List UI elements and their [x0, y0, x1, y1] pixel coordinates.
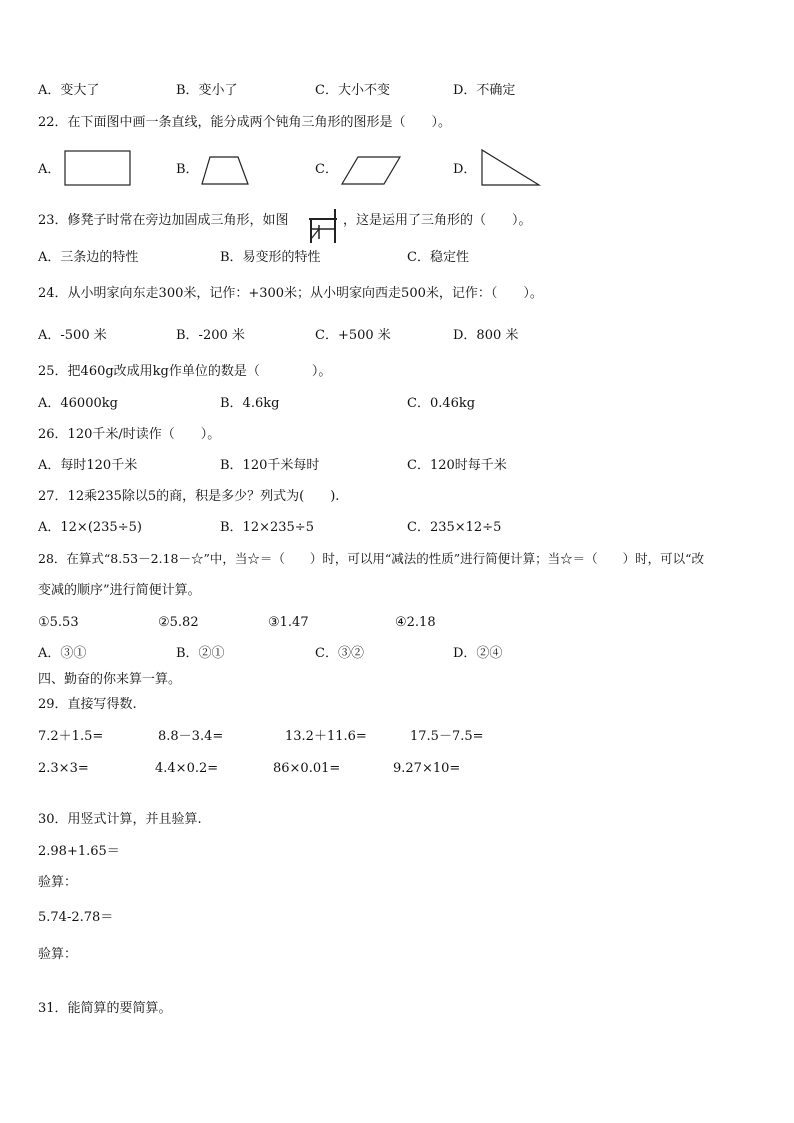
q29-item-4: 17.5－7.5= — [410, 729, 484, 744]
q28-option-b: B．②① — [176, 646, 225, 661]
q29-item-3: 13.2＋11.6= — [285, 729, 367, 744]
q21-option-a: A．变大了 — [38, 83, 100, 98]
q28-option-a: A．③① — [38, 646, 87, 661]
q25-option-a: A．46000kg — [38, 396, 118, 411]
q29-item-8: 9.27×10= — [393, 761, 461, 776]
q29-item-5: 2.3×3= — [38, 761, 89, 776]
q23-option-a: A．三条边的特性 — [38, 250, 139, 265]
q27-option-b: B．12×235÷5 — [220, 520, 314, 535]
q22-label-d: D． — [453, 162, 477, 177]
q30-expr-2: 5.74-2.78＝ — [38, 910, 114, 925]
q26-option-b: B．120千米每时 — [220, 458, 320, 473]
q30-check-1: 验算： — [38, 875, 78, 890]
rectangle-icon — [64, 150, 132, 188]
q22-stem: 22．在下面图中画一条直线，能分成两个钝角三角形的图形是（ ）。 — [38, 115, 452, 130]
q22-label-a: A． — [38, 162, 61, 177]
q30-check-2: 验算： — [38, 947, 78, 962]
q24-option-d: D．800 米 — [453, 328, 519, 343]
q27-stem: 27．12乘235除以5的商，积是多少？列式为( ). — [38, 489, 340, 504]
q29-item-6: 4.4×0.2= — [155, 761, 219, 776]
q28-choice-3: ③1.47 — [268, 615, 309, 630]
q21-option-b: B．变小了 — [176, 83, 238, 98]
q28-choice-4: ④2.18 — [395, 615, 436, 630]
q27-option-c: C．235×12÷5 — [407, 520, 502, 535]
q25-option-b: B．4.6kg — [220, 396, 280, 411]
q28-option-d: D．②④ — [453, 646, 503, 661]
trapezoid-icon — [200, 155, 250, 187]
q29-item-7: 86×0.01= — [273, 761, 341, 776]
q23-option-b: B．易变形的特性 — [220, 250, 321, 265]
q22-label-c: C． — [315, 162, 338, 177]
q29-item-1: 7.2＋1.5= — [38, 729, 104, 744]
q23-stem-before: 23．修凳子时常在旁边加固成三角形，如图 — [38, 213, 289, 228]
q28-option-c: C．③② — [315, 646, 364, 661]
q28-stem-line1: 28．在算式“8.53－2.18－☆”中，当☆＝（ ）时，可以用“减法的性质”进行简便计算；当☆＝（ ）时，可以“改 — [38, 551, 705, 566]
stool-triangle-brace-icon — [305, 205, 345, 245]
q23-stem-after: ，这是运用了三角形的（ ）。 — [343, 213, 532, 228]
q26-option-c: C．120时每千米 — [407, 458, 507, 473]
q26-option-a: A．每时120千米 — [38, 458, 138, 473]
q22-label-b: B． — [176, 162, 199, 177]
q28-choice-1: ①5.53 — [38, 615, 79, 630]
q28-choice-2: ②5.82 — [158, 615, 199, 630]
parallelogram-icon — [340, 155, 402, 187]
q29-stem: 29．直接写得数. — [38, 697, 137, 712]
q28-stem-line2: 变减的顺序”进行简便计算。 — [38, 583, 201, 598]
q21-option-c: C．大小不变 — [315, 83, 390, 98]
q30-expr-1: 2.98+1.65＝ — [38, 844, 120, 859]
q30-stem: 30．用竖式计算，并且验算. — [38, 812, 202, 827]
right-triangle-icon — [480, 148, 542, 188]
q24-option-b: B．-200 米 — [176, 328, 245, 343]
q26-stem: 26．120千米/时读作（ ）。 — [38, 427, 221, 442]
q23-option-c: C．稳定性 — [407, 250, 469, 265]
section-4-title: 四、勤奋的你来算一算。 — [38, 672, 182, 687]
q31-stem: 31．能简算的要简算。 — [38, 1001, 172, 1016]
q25-stem: 25．把460g改成用kg作单位的数是（ ）。 — [38, 364, 332, 379]
q29-item-2: 8.8－3.4= — [158, 729, 224, 744]
q27-option-a: A．12×(235÷5) — [38, 520, 142, 535]
q24-stem: 24．从小明家向东走300米，记作：+300米；从小明家向西走500米，记作：（ ）。 — [38, 286, 543, 301]
q24-option-a: A．-500 米 — [38, 328, 107, 343]
q25-option-c: C．0.46kg — [407, 396, 476, 411]
q21-option-d: D．不确定 — [453, 83, 516, 98]
q24-option-c: C．+500 米 — [315, 328, 391, 343]
